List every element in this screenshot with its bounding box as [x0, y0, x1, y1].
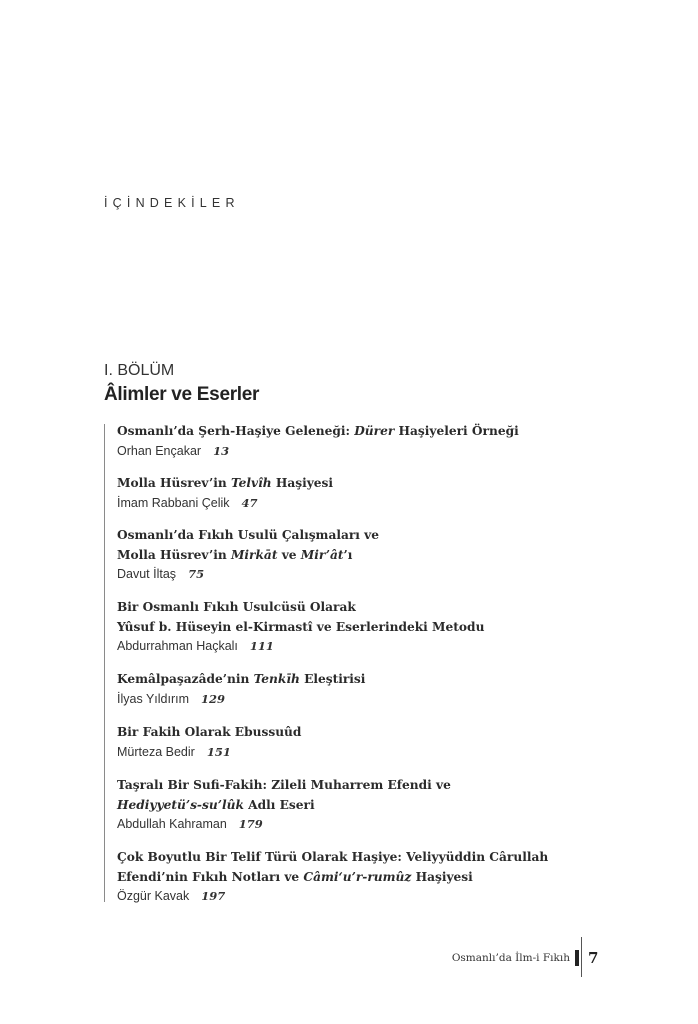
footer-divider — [581, 937, 582, 977]
entry-page-number: 197 — [201, 889, 226, 903]
entry-title-text: Osmanlı’da Fıkıh Usulü Çalışmaları ve — [117, 528, 380, 542]
entry-title-text: Taşralı Bir Sufi-Fakih: Zileli Muharrem Efendi ve — [117, 778, 451, 792]
toc-entry[interactable] — [117, 474, 577, 510]
part-title: Âlimler ve Eserler — [104, 384, 260, 405]
entry-title-line — [117, 546, 577, 566]
entry-title-italic: Hediyyetü’s-su’lûk — [117, 797, 244, 812]
footer-marker — [575, 950, 579, 966]
entry-title-text: Bir Osmanlı Fıkıh Usulcüsü Olarak — [117, 600, 356, 614]
entry-title-text: Molla Hüsrev’in — [117, 476, 231, 490]
toc-entry[interactable] — [117, 526, 577, 581]
entry-title-text: ve — [277, 547, 301, 562]
entry-page-number: 47 — [241, 495, 258, 510]
entry-author: Abdurrahman Haçkalı — [117, 639, 238, 653]
entry-title-line — [117, 422, 577, 442]
entry-title-text: Haşiyesi — [411, 869, 473, 884]
entry-title-line — [117, 848, 577, 868]
entry-title-line — [117, 868, 577, 888]
running-footer-title: Osmanlı’da İlm-i Fıkıh — [451, 952, 570, 964]
entry-title-line — [117, 723, 577, 743]
entry-title-text: Yûsuf b. Hüseyin el-Kirmastî ve Eserlerindeki Metodu — [117, 619, 485, 634]
entry-title-line — [117, 670, 577, 690]
entry-title-text: Çok Boyutlu Bir Telif Türü Olarak Haşiye: Veliyyüddin Cârullah — [117, 850, 549, 864]
entry-title-text: Kemâlpaşazâde’nin — [117, 672, 254, 686]
entry-author: Mürteza Bedir — [117, 744, 195, 759]
entry-page-number: 75 — [188, 567, 205, 581]
entry-title-line — [117, 618, 577, 638]
entry-author: Orhan Ençakar — [117, 443, 202, 458]
entry-title-text: Bir Fakih Olarak Ebussuûd — [117, 725, 302, 739]
entry-title-line — [117, 526, 577, 546]
toc-heading: İÇİNDEKİLER — [104, 196, 240, 210]
entry-title-line — [117, 598, 577, 618]
entry-author: Davut İltaş — [117, 567, 177, 581]
entry-page-number: 151 — [206, 744, 231, 759]
entry-title-line — [117, 776, 577, 796]
entry-author: Özgür Kavak — [117, 889, 190, 903]
entry-title-text: ’ı — [343, 547, 353, 562]
entry-title-italic: Mir’ât — [300, 547, 344, 562]
toc-entry[interactable] — [117, 848, 577, 903]
entry-meta — [117, 567, 577, 581]
entry-author: İlyas Yıldırım — [117, 691, 190, 706]
entry-page-number: 129 — [201, 691, 226, 706]
toc-entry-list — [104, 424, 575, 902]
page-number: 7 — [588, 949, 599, 967]
entry-title-text: Haşiyeleri Örneği — [394, 424, 519, 438]
entry-meta — [117, 745, 577, 759]
toc-entry[interactable] — [117, 670, 577, 706]
entry-meta — [117, 444, 577, 458]
entry-title-text: Osmanlı’da Şerh-Haşiye Geleneği: — [117, 424, 355, 438]
entry-author: İmam Rabbani Çelik — [117, 495, 230, 510]
toc-entry[interactable] — [117, 776, 577, 831]
entry-title-text: Haşiyesi — [271, 476, 334, 490]
entry-title-text: Eleştirisi — [299, 672, 366, 686]
entry-title-text: Efendi’nin Fıkıh Notları ve — [117, 869, 304, 884]
toc-entry[interactable] — [117, 422, 577, 458]
entry-page-number: 13 — [213, 443, 230, 458]
entry-page-number: 111 — [249, 639, 274, 653]
entry-title-italic: Tenkīh — [253, 672, 300, 686]
entry-title-line — [117, 796, 577, 816]
entry-title-text: Molla Hüsrev’in — [117, 547, 231, 562]
entry-author: Abdullah Kahraman — [117, 817, 227, 831]
entry-meta — [117, 692, 577, 706]
entry-title-text: Adlı Eseri — [243, 797, 315, 812]
entry-title-italic: Telvîh — [230, 476, 272, 490]
toc-entry[interactable] — [117, 598, 577, 653]
entry-meta — [117, 496, 577, 510]
toc-entry[interactable] — [117, 723, 577, 759]
entry-title-line — [117, 474, 577, 494]
part-label: I. BÖLÜM — [104, 362, 175, 379]
entry-title-italic: Dürer — [354, 424, 395, 438]
entry-title-italic: Câmi‘u’r-rumûz — [303, 869, 412, 884]
entry-title-italic: Mirkāt — [230, 547, 278, 562]
entry-meta — [117, 817, 577, 831]
entry-meta — [117, 639, 577, 653]
entry-meta — [117, 889, 577, 903]
entry-page-number: 179 — [238, 817, 263, 831]
